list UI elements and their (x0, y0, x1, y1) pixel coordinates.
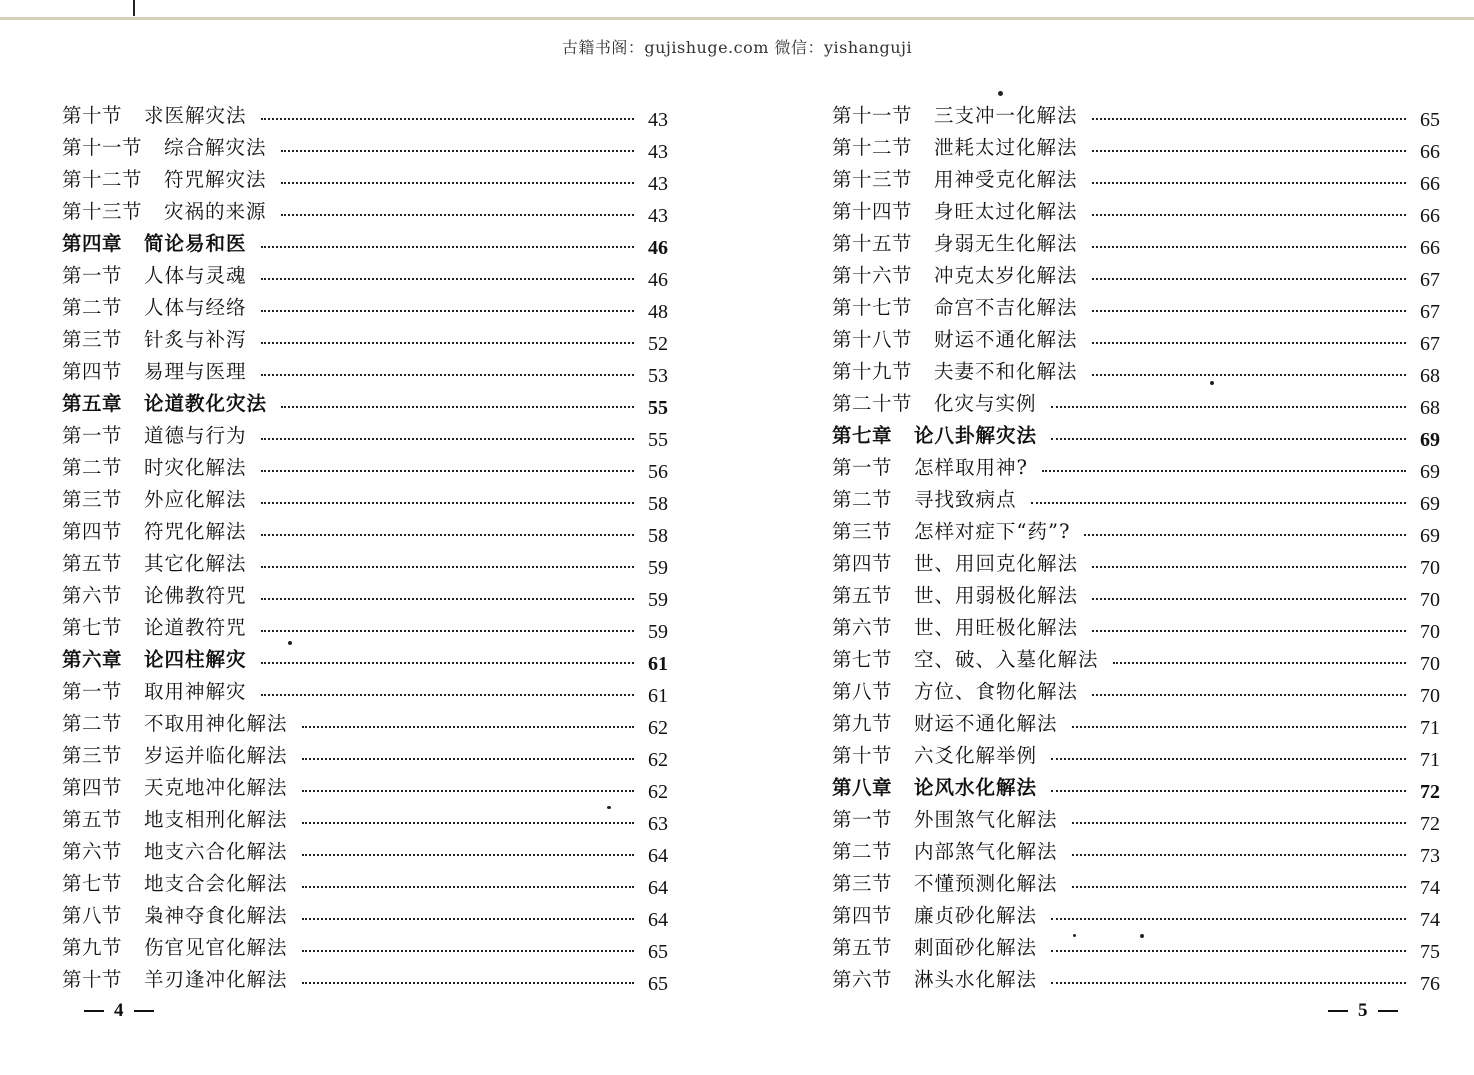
toc-entry-title: 冲克太岁化解法 (934, 264, 1078, 287)
toc-entry-title: 易理与医理 (144, 360, 247, 383)
toc-entry-number: 第二十节 (832, 392, 913, 415)
toc-leader-dots (261, 694, 634, 696)
toc-entry-title: 时灾化解法 (144, 456, 247, 479)
toc-entry-title: 不取用神化解法 (144, 712, 288, 735)
toc-entry-number: 第十三节 (832, 168, 913, 191)
toc-entry-title: 符咒解灾法 (164, 168, 267, 191)
toc-entry-title: 淋头水化解法 (914, 968, 1038, 991)
toc-section-entry (62, 196, 668, 228)
right-page-number (1328, 1000, 1398, 1022)
toc-entry-number: 第十节 (62, 104, 123, 127)
toc-section-entry (62, 708, 668, 740)
toc-leader-dots (302, 822, 634, 824)
toc-entry-number: 第一节 (62, 680, 123, 703)
top-border-band (0, 0, 1474, 20)
toc-entry-page: 73 (1420, 845, 1440, 867)
toc-leader-dots (281, 150, 634, 152)
toc-section-entry (62, 420, 668, 452)
toc-entry-number: 第十节 (62, 968, 123, 991)
toc-entry-number: 第十二节 (62, 168, 143, 191)
toc-entry-page: 43 (648, 205, 668, 227)
toc-section-entry (62, 772, 668, 804)
toc-entry-title: 身弱无生化解法 (934, 232, 1078, 255)
toc-entry-page: 70 (1420, 653, 1440, 675)
toc-entry-page: 68 (1420, 365, 1440, 387)
toc-entry-number: 第十八节 (832, 328, 913, 351)
toc-entry-page: 71 (1420, 749, 1440, 771)
toc-entry-page: 62 (648, 781, 668, 803)
toc-leader-dots (1042, 470, 1406, 472)
toc-entry-page: 76 (1420, 973, 1440, 995)
toc-entry-title: 论佛教符咒 (144, 584, 247, 607)
toc-entry-page: 72 (1420, 781, 1440, 803)
toc-entry-title: 其它化解法 (144, 552, 247, 575)
toc-entry-number: 第六节 (62, 584, 123, 607)
toc-section-entry (62, 804, 668, 836)
toc-entry-title: 针炙与补泻 (144, 328, 247, 351)
toc-section-entry (832, 964, 1440, 996)
toc-section-entry (832, 804, 1440, 836)
toc-entry-page: 74 (1420, 909, 1440, 931)
toc-leader-dots (1051, 918, 1406, 920)
toc-section-entry (832, 196, 1440, 228)
toc-entry-title: 取用神解灾 (144, 680, 247, 703)
toc-entry-title: 化灾与实例 (934, 392, 1037, 415)
toc-leader-dots (261, 374, 634, 376)
toc-entry-page: 70 (1420, 621, 1440, 643)
toc-entry-title: 外围煞气化解法 (914, 808, 1058, 831)
toc-entry-page: 67 (1420, 333, 1440, 355)
toc-leader-dots (281, 182, 634, 184)
dash-icon (1378, 1010, 1398, 1012)
toc-entry-page: 46 (648, 269, 668, 291)
toc-entry-number: 第五节 (62, 552, 123, 575)
toc-entry-number: 第三节 (62, 328, 123, 351)
toc-entry-number: 第十七节 (832, 296, 913, 319)
toc-section-entry (62, 132, 668, 164)
toc-entry-title: 论风水化解法 (914, 776, 1038, 799)
toc-section-entry (62, 452, 668, 484)
toc-leader-dots (1092, 310, 1406, 312)
toc-entry-number: 第二节 (62, 712, 123, 735)
toc-entry-title: 枭神夺食化解法 (144, 904, 288, 927)
toc-section-entry (832, 292, 1440, 324)
toc-leader-dots (1092, 182, 1406, 184)
toc-leader-dots (302, 726, 634, 728)
toc-leader-dots (261, 438, 634, 440)
toc-entry-page: 59 (648, 621, 668, 643)
toc-entry-title: 论道教符咒 (144, 616, 247, 639)
toc-entry-number: 第一节 (832, 808, 893, 831)
toc-entry-number: 第六节 (832, 616, 893, 639)
toc-entry-title: 夫妻不和化解法 (934, 360, 1078, 383)
toc-section-entry (832, 868, 1440, 900)
toc-entry-title: 寻找致病点 (914, 488, 1017, 511)
toc-section-entry (62, 900, 668, 932)
toc-entry-page: 65 (648, 941, 668, 963)
toc-section-entry (832, 132, 1440, 164)
toc-leader-dots (1084, 534, 1406, 536)
toc-entry-page: 66 (1420, 205, 1440, 227)
toc-leader-dots (1072, 886, 1406, 888)
toc-entry-title: 不懂预测化解法 (914, 872, 1058, 895)
toc-entry-title: 简论易和医 (144, 232, 247, 255)
toc-entry-page: 65 (648, 973, 668, 995)
toc-entry-page: 75 (1420, 941, 1440, 963)
toc-section-entry (832, 484, 1440, 516)
toc-leader-dots (1092, 566, 1406, 568)
toc-entry-title: 三支冲一化解法 (934, 104, 1078, 127)
toc-leader-dots (1092, 694, 1406, 696)
toc-leader-dots (261, 630, 634, 632)
toc-entry-page: 62 (648, 749, 668, 771)
toc-entry-page: 46 (648, 237, 668, 259)
toc-section-entry (62, 164, 668, 196)
toc-entry-page: 43 (648, 109, 668, 131)
toc-section-entry (62, 580, 668, 612)
toc-entry-number: 第七节 (832, 648, 893, 671)
toc-leader-dots (1092, 246, 1406, 248)
toc-section-entry (832, 452, 1440, 484)
dash-icon (1328, 1010, 1348, 1012)
left-page-number-value: 4 (114, 1000, 124, 1021)
toc-entry-page: 53 (648, 365, 668, 387)
toc-entry-title: 地支相刑化解法 (144, 808, 288, 831)
toc-section-entry (62, 676, 668, 708)
toc-entry-page: 66 (1420, 141, 1440, 163)
toc-entry-number: 第十二节 (832, 136, 913, 159)
toc-entry-title: 人体与经络 (144, 296, 247, 319)
toc-entry-title: 地支六合化解法 (144, 840, 288, 863)
toc-entry-number: 第三节 (832, 872, 893, 895)
toc-entry-title: 命宫不吉化解法 (934, 296, 1078, 319)
toc-section-entry (832, 548, 1440, 580)
toc-entry-title: 财运不通化解法 (934, 328, 1078, 351)
toc-entry-number: 第四章 (62, 232, 123, 255)
toc-leader-dots (261, 278, 634, 280)
toc-entry-page: 69 (1420, 429, 1440, 451)
toc-entry-title: 用神受克化解法 (934, 168, 1078, 191)
toc-leader-dots (1051, 438, 1406, 440)
toc-leader-dots (1051, 790, 1406, 792)
toc-entry-number: 第十六节 (832, 264, 913, 287)
toc-section-entry (62, 484, 668, 516)
toc-entry-number: 第八节 (832, 680, 893, 703)
toc-entry-page: 43 (648, 173, 668, 195)
toc-entry-number: 第九节 (832, 712, 893, 735)
toc-entry-title: 道德与行为 (144, 424, 247, 447)
toc-entry-title: 六爻化解举例 (914, 744, 1038, 767)
toc-entry-page: 64 (648, 877, 668, 899)
toc-section-entry (62, 100, 668, 132)
toc-entry-page: 56 (648, 461, 668, 483)
toc-entry-number: 第十三节 (62, 200, 143, 223)
scan-speck (288, 641, 292, 645)
toc-entry-page: 70 (1420, 557, 1440, 579)
scan-speck (607, 806, 611, 809)
toc-entry-number: 第十一节 (832, 104, 913, 127)
toc-section-entry (832, 580, 1440, 612)
page-gutter-mark (133, 0, 135, 16)
toc-entry-number: 第十一节 (62, 136, 143, 159)
toc-entry-page: 58 (648, 493, 668, 515)
toc-section-entry (832, 356, 1440, 388)
toc-entry-page: 72 (1420, 813, 1440, 835)
left-page-number (84, 1000, 154, 1022)
toc-entry-title: 泄耗太过化解法 (934, 136, 1078, 159)
toc-leader-dots (261, 118, 634, 120)
toc-entry-title: 内部煞气化解法 (914, 840, 1058, 863)
toc-leader-dots (1092, 630, 1406, 632)
toc-entry-number: 第二节 (62, 456, 123, 479)
toc-entry-page: 61 (648, 653, 668, 675)
toc-leader-dots (261, 246, 634, 248)
toc-section-entry (62, 292, 668, 324)
toc-entry-number: 第四节 (62, 520, 123, 543)
toc-entry-number: 第五节 (62, 808, 123, 831)
toc-entry-title: 人体与灵魂 (144, 264, 247, 287)
toc-section-entry (62, 324, 668, 356)
toc-entry-number: 第五章 (62, 392, 123, 415)
toc-entry-title: 论四柱解灾 (144, 648, 247, 671)
toc-entry-title: 世、用旺极化解法 (914, 616, 1079, 639)
toc-entry-number: 第一节 (62, 264, 123, 287)
toc-leader-dots (1072, 822, 1406, 824)
toc-chapter-entry (62, 228, 668, 260)
toc-leader-dots (1051, 950, 1406, 952)
toc-leader-dots (1092, 278, 1406, 280)
toc-section-entry (832, 612, 1440, 644)
toc-entry-title: 地支合会化解法 (144, 872, 288, 895)
toc-entry-number: 第三节 (832, 520, 893, 543)
toc-entry-number: 第一节 (62, 424, 123, 447)
toc-entry-number: 第七节 (62, 872, 123, 895)
toc-entry-title: 岁运并临化解法 (144, 744, 288, 767)
watermark-text: 古籍书阁：gujishuge.com 微信：yishanguji (561, 38, 913, 57)
toc-entry-number: 第七章 (832, 424, 893, 447)
toc-section-entry (62, 612, 668, 644)
toc-leader-dots (1072, 854, 1406, 856)
toc-entry-page: 52 (648, 333, 668, 355)
toc-section-entry (832, 900, 1440, 932)
toc-entry-number: 第二节 (62, 296, 123, 319)
toc-entry-title: 求医解灾法 (144, 104, 247, 127)
toc-entry-number: 第二节 (832, 840, 893, 863)
toc-leader-dots (1092, 214, 1406, 216)
toc-entry-page: 62 (648, 717, 668, 739)
toc-entry-title: 综合解灾法 (164, 136, 267, 159)
toc-section-entry (832, 100, 1440, 132)
toc-section-entry (62, 932, 668, 964)
toc-entry-number: 第四节 (62, 776, 123, 799)
toc-entry-number: 第五节 (832, 584, 893, 607)
toc-section-entry (62, 868, 668, 900)
toc-entry-title: 世、用回克化解法 (914, 552, 1079, 575)
toc-entry-page: 66 (1420, 237, 1440, 259)
toc-section-entry (62, 516, 668, 548)
toc-leader-dots (302, 758, 634, 760)
toc-entry-page: 48 (648, 301, 668, 323)
toc-chapter-entry (62, 644, 668, 676)
toc-leader-dots (261, 598, 634, 600)
toc-entry-page: 59 (648, 557, 668, 579)
toc-section-entry (832, 836, 1440, 868)
toc-entry-title: 天克地冲化解法 (144, 776, 288, 799)
toc-entry-title: 空、破、入墓化解法 (914, 648, 1099, 671)
toc-entry-number: 第四节 (832, 904, 893, 927)
toc-entry-number: 第三节 (62, 488, 123, 511)
toc-entry-page: 59 (648, 589, 668, 611)
toc-section-entry (62, 548, 668, 580)
toc-entry-page: 68 (1420, 397, 1440, 419)
toc-entry-title: 身旺太过化解法 (934, 200, 1078, 223)
toc-leader-dots (1051, 982, 1406, 984)
toc-entry-number: 第十九节 (832, 360, 913, 383)
toc-section-entry (832, 676, 1440, 708)
toc-section-entry (832, 708, 1440, 740)
toc-entry-page: 71 (1420, 717, 1440, 739)
toc-entry-number: 第六章 (62, 648, 123, 671)
right-page-number-value: 5 (1358, 1000, 1368, 1021)
toc-entry-number: 第十五节 (832, 232, 913, 255)
toc-leader-dots (1092, 150, 1406, 152)
toc-leader-dots (302, 790, 634, 792)
toc-entry-page: 64 (648, 909, 668, 931)
toc-leader-dots (261, 470, 634, 472)
toc-section-entry (62, 356, 668, 388)
toc-leader-dots (261, 662, 634, 664)
toc-entry-page: 67 (1420, 301, 1440, 323)
toc-entry-number: 第七节 (62, 616, 123, 639)
toc-entry-page: 58 (648, 525, 668, 547)
toc-leader-dots (261, 534, 634, 536)
toc-entry-page: 74 (1420, 877, 1440, 899)
toc-entry-number: 第四节 (832, 552, 893, 575)
toc-entry-page: 69 (1420, 525, 1440, 547)
toc-section-entry (62, 260, 668, 292)
toc-section-entry (832, 388, 1440, 420)
toc-entry-number: 第八节 (62, 904, 123, 927)
toc-section-entry (62, 740, 668, 772)
toc-entry-number: 第二节 (832, 488, 893, 511)
toc-entry-title: 怎样取用神? (914, 456, 1028, 479)
toc-entry-number: 第十节 (832, 744, 893, 767)
toc-entry-number: 第五节 (832, 936, 893, 959)
toc-entry-page: 55 (648, 397, 668, 419)
toc-leader-dots (302, 950, 634, 952)
toc-entry-number: 第一节 (832, 456, 893, 479)
toc-leader-dots (261, 310, 634, 312)
toc-entry-number: 第六节 (62, 840, 123, 863)
toc-entry-title: 符咒化解法 (144, 520, 247, 543)
toc-entry-title: 刺面砂化解法 (914, 936, 1038, 959)
toc-section-entry (832, 164, 1440, 196)
left-page-toc (62, 100, 668, 996)
dash-icon (134, 1010, 154, 1012)
toc-entry-title: 灾祸的来源 (164, 200, 267, 223)
toc-chapter-entry (62, 388, 668, 420)
toc-section-entry (62, 836, 668, 868)
toc-leader-dots (281, 406, 634, 408)
scan-speck (998, 91, 1003, 96)
toc-leader-dots (302, 886, 634, 888)
toc-entry-title: 方位、食物化解法 (914, 680, 1079, 703)
toc-leader-dots (302, 982, 634, 984)
toc-entry-title: 伤官见官化解法 (144, 936, 288, 959)
toc-leader-dots (1072, 726, 1406, 728)
toc-leader-dots (261, 566, 634, 568)
toc-entry-number: 第十四节 (832, 200, 913, 223)
toc-entry-title: 羊刃逢冲化解法 (144, 968, 288, 991)
toc-entry-page: 70 (1420, 685, 1440, 707)
toc-entry-title: 论道教化灾法 (144, 392, 268, 415)
toc-section-entry (832, 516, 1440, 548)
toc-entry-title: 廉贞砂化解法 (914, 904, 1038, 927)
toc-chapter-entry (832, 420, 1440, 452)
toc-entry-title: 财运不通化解法 (914, 712, 1058, 735)
toc-entry-page: 65 (1420, 109, 1440, 131)
toc-entry-number: 第三节 (62, 744, 123, 767)
toc-entry-page: 64 (648, 845, 668, 867)
toc-section-entry (832, 932, 1440, 964)
toc-entry-page: 66 (1420, 173, 1440, 195)
right-page-toc (832, 100, 1440, 996)
toc-leader-dots (302, 854, 634, 856)
toc-section-entry (832, 324, 1440, 356)
dash-icon (84, 1010, 104, 1012)
toc-leader-dots (261, 502, 634, 504)
toc-entry-page: 69 (1420, 493, 1440, 515)
toc-entry-number: 第八章 (832, 776, 893, 799)
toc-leader-dots (1113, 662, 1406, 664)
toc-entry-number: 第四节 (62, 360, 123, 383)
toc-section-entry (832, 740, 1440, 772)
toc-leader-dots (302, 918, 634, 920)
toc-entry-page: 67 (1420, 269, 1440, 291)
toc-section-entry (832, 228, 1440, 260)
toc-entry-number: 第九节 (62, 936, 123, 959)
toc-entry-title: 世、用弱极化解法 (914, 584, 1079, 607)
scan-speck (1140, 934, 1144, 938)
scan-speck (1210, 381, 1214, 385)
toc-chapter-entry (832, 772, 1440, 804)
toc-leader-dots (1031, 502, 1406, 504)
toc-leader-dots (1092, 118, 1406, 120)
scan-speck (1073, 934, 1076, 937)
toc-entry-page: 55 (648, 429, 668, 451)
toc-leader-dots (1051, 758, 1406, 760)
toc-entry-title: 怎样对症下“药”? (914, 520, 1071, 543)
toc-section-entry (832, 260, 1440, 292)
toc-entry-number: 第六节 (832, 968, 893, 991)
toc-entry-page: 69 (1420, 461, 1440, 483)
toc-leader-dots (1092, 598, 1406, 600)
toc-leader-dots (1092, 374, 1406, 376)
toc-leader-dots (1051, 406, 1406, 408)
toc-entry-page: 43 (648, 141, 668, 163)
toc-entry-page: 63 (648, 813, 668, 835)
toc-entry-title: 论八卦解灾法 (914, 424, 1038, 447)
toc-section-entry (62, 964, 668, 996)
toc-leader-dots (261, 342, 634, 344)
toc-leader-dots (281, 214, 634, 216)
toc-entry-page: 70 (1420, 589, 1440, 611)
toc-leader-dots (1092, 342, 1406, 344)
toc-entry-page: 61 (648, 685, 668, 707)
toc-section-entry (832, 644, 1440, 676)
toc-entry-title: 外应化解法 (144, 488, 247, 511)
